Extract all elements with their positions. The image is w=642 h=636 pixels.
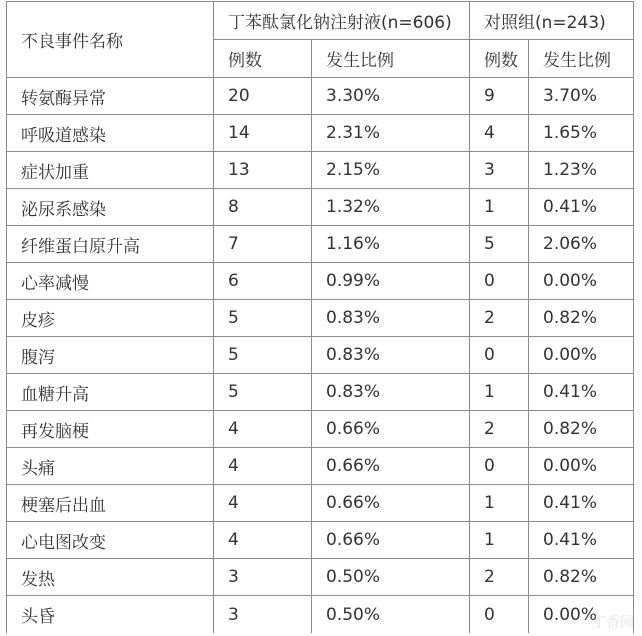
header-drug-count: 例数 — [214, 40, 312, 78]
drug-count-cell: 8 — [214, 189, 312, 226]
table-row — [7, 115, 634, 152]
drug-rate-cell: 0.66% — [312, 448, 470, 485]
adverse-events-table — [6, 1, 634, 633]
control-count-cell: 0 — [470, 263, 529, 300]
drug-rate-cell: 0.66% — [312, 485, 470, 522]
control-rate-cell: 3.70% — [529, 78, 634, 115]
table-row — [7, 263, 634, 300]
table-row — [7, 596, 634, 634]
drug-rate-cell: 0.83% — [312, 374, 470, 411]
control-count-cell: 2 — [470, 559, 529, 596]
event-name-cell: 头昏 — [7, 596, 214, 634]
control-rate-cell: 0.41% — [529, 522, 634, 559]
table-row — [7, 226, 634, 263]
event-name-cell: 转氨酶异常 — [7, 78, 214, 115]
table-row — [7, 337, 634, 374]
control-count-cell: 9 — [470, 78, 529, 115]
control-count-cell: 1 — [470, 522, 529, 559]
drug-count-cell: 20 — [214, 78, 312, 115]
drug-rate-cell: 0.83% — [312, 337, 470, 374]
drug-count-cell: 5 — [214, 374, 312, 411]
table-row — [7, 448, 634, 485]
drug-rate-cell: 0.83% — [312, 300, 470, 337]
table-row — [7, 152, 634, 189]
drug-count-cell: 5 — [214, 300, 312, 337]
control-count-cell: 1 — [470, 189, 529, 226]
table-row — [7, 485, 634, 522]
control-rate-cell: 1.23% — [529, 152, 634, 189]
control-rate-cell: 0.82% — [529, 300, 634, 337]
event-name-cell: 腹泻 — [7, 337, 214, 374]
event-name-cell: 血糖升高 — [7, 374, 214, 411]
control-rate-cell: 0.00% — [529, 448, 634, 485]
event-name-cell: 发热 — [7, 559, 214, 596]
drug-rate-cell: 2.31% — [312, 115, 470, 152]
table-body — [7, 78, 634, 634]
drug-count-cell: 4 — [214, 411, 312, 448]
header-control-rate: 发生比例 — [529, 40, 634, 78]
drug-rate-cell: 3.30% — [312, 78, 470, 115]
drug-count-cell: 7 — [214, 226, 312, 263]
drug-rate-cell: 0.66% — [312, 411, 470, 448]
event-name-cell: 泌尿系感染 — [7, 189, 214, 226]
control-rate-cell: 0.41% — [529, 374, 634, 411]
control-count-cell: 5 — [470, 226, 529, 263]
drug-rate-cell: 0.50% — [312, 559, 470, 596]
drug-count-cell: 4 — [214, 485, 312, 522]
drug-count-cell: 4 — [214, 522, 312, 559]
drug-rate-cell: 0.66% — [312, 522, 470, 559]
event-name-cell: 梗塞后出血 — [7, 485, 214, 522]
header-group-control: 对照组(n=243) — [470, 2, 634, 40]
control-rate-cell: 0.00% — [529, 596, 634, 634]
event-name-cell: 心电图改变 — [7, 522, 214, 559]
drug-rate-cell: 2.15% — [312, 152, 470, 189]
event-name-cell: 纤维蛋白原升高 — [7, 226, 214, 263]
drug-count-cell: 3 — [214, 559, 312, 596]
control-count-cell: 2 — [470, 300, 529, 337]
drug-rate-cell: 0.99% — [312, 263, 470, 300]
control-count-cell: 0 — [470, 337, 529, 374]
control-count-cell: 0 — [470, 448, 529, 485]
control-count-cell: 1 — [470, 374, 529, 411]
event-name-cell: 呼吸道感染 — [7, 115, 214, 152]
event-name-cell: 皮疹 — [7, 300, 214, 337]
drug-count-cell: 4 — [214, 448, 312, 485]
table-row — [7, 189, 634, 226]
event-name-cell: 再发脑梗 — [7, 411, 214, 448]
control-count-cell: 1 — [470, 485, 529, 522]
header-event-name: 不良事件名称 — [7, 2, 214, 78]
event-name-cell: 头痛 — [7, 448, 214, 485]
table-row — [7, 300, 634, 337]
control-rate-cell: 2.06% — [529, 226, 634, 263]
control-rate-cell: 0.00% — [529, 263, 634, 300]
drug-count-cell: 14 — [214, 115, 312, 152]
control-rate-cell: 0.82% — [529, 411, 634, 448]
event-name-cell: 症状加重 — [7, 152, 214, 189]
watermark-logo: 丁香园 — [592, 615, 634, 631]
control-count-cell: 2 — [470, 411, 529, 448]
table-row — [7, 78, 634, 115]
header-drug-rate: 发生比例 — [312, 40, 470, 78]
control-count-cell: 3 — [470, 152, 529, 189]
drug-count-cell: 6 — [214, 263, 312, 300]
drug-count-cell: 5 — [214, 337, 312, 374]
table-header — [7, 2, 634, 78]
drug-rate-cell: 1.32% — [312, 189, 470, 226]
drug-rate-cell: 1.16% — [312, 226, 470, 263]
table-row — [7, 559, 634, 596]
control-rate-cell: 1.65% — [529, 115, 634, 152]
control-count-cell: 0 — [470, 596, 529, 634]
control-rate-cell: 0.41% — [529, 485, 634, 522]
table-row — [7, 411, 634, 448]
event-name-cell: 心率减慢 — [7, 263, 214, 300]
control-rate-cell: 0.41% — [529, 189, 634, 226]
drug-count-cell: 13 — [214, 152, 312, 189]
header-control-count: 例数 — [470, 40, 529, 78]
drug-rate-cell: 0.50% — [312, 596, 470, 634]
table-row — [7, 522, 634, 559]
header-row-groups — [7, 2, 634, 40]
drug-count-cell: 3 — [214, 596, 312, 634]
control-rate-cell: 0.82% — [529, 559, 634, 596]
table-row — [7, 374, 634, 411]
control-rate-cell: 0.00% — [529, 337, 634, 374]
header-group-drug: 丁苯酞氯化钠注射液(n=606) — [214, 2, 470, 40]
control-count-cell: 4 — [470, 115, 529, 152]
